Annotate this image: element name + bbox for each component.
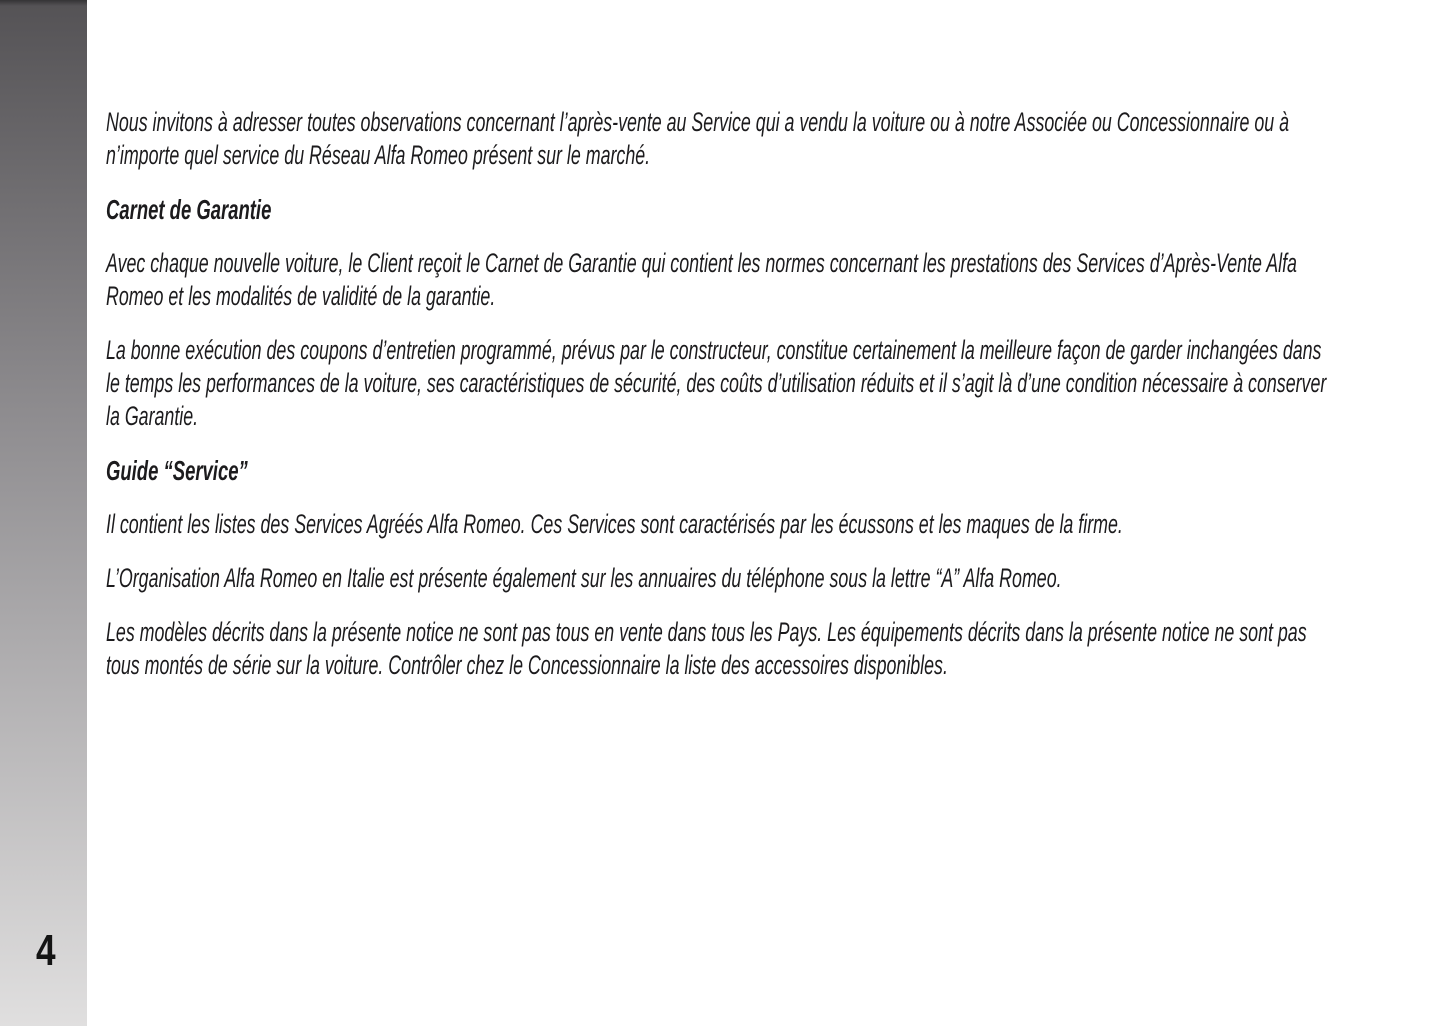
page-text-column: [106, 106, 1340, 703]
heading-guide-service: Guide “Service”: [106, 455, 248, 486]
page-number: 4: [36, 926, 56, 975]
paragraph-guide-1: Il contient les listes des Services Agréés Alfa Romeo. Ces Services sont caractérisés par les écussons et les maques de la firme.: [106, 509, 1123, 539]
paragraph-guide-3: Les modèles décrits dans la présente notice ne sont pas tous en vente dans tous les Pays. Les équipements décrits dans la présente notice ne sont pas tous montés de série sur la voiture. Contrôler chez le Concessionnaire la liste des accessoires disponibles.: [106, 617, 1307, 680]
sidebar-gradient: [0, 0, 87, 1026]
paragraph-guide-2: L’Organisation Alfa Romeo en Italie est présente également sur les annuaires du téléphone sous la lettre “A” Alfa Romeo.: [106, 563, 1062, 593]
paragraph-intro: Nous invitons à adresser toutes observations concernant l’après-vente au Service qui a vendu la voiture ou à notre Associée ou Concessionnaire ou à n’importe quel service du Réseau Alfa Romeo présent sur le marché.: [106, 107, 1290, 170]
paragraph-garantie-1: Avec chaque nouvelle voiture, le Client reçoit le Carnet de Garantie qui contient les normes concernant les prestations des Services d’Après-Vente Alfa Romeo et les modalités de validité de la garantie.: [106, 248, 1297, 311]
paragraph-garantie-2: La bonne exécution des coupons d’entretien programmé, prévus par le constructeur, constitue certainement la meilleure façon de garder inchangées dans le temps les performances de la voiture, ses caractéristiques de sécurité, des coûts d’utilisation réduits et il s’agit là d’une condition nécessaire à conserver la Garantie.: [106, 335, 1327, 431]
heading-carnet-de-garantie: Carnet de Garantie: [106, 194, 272, 225]
